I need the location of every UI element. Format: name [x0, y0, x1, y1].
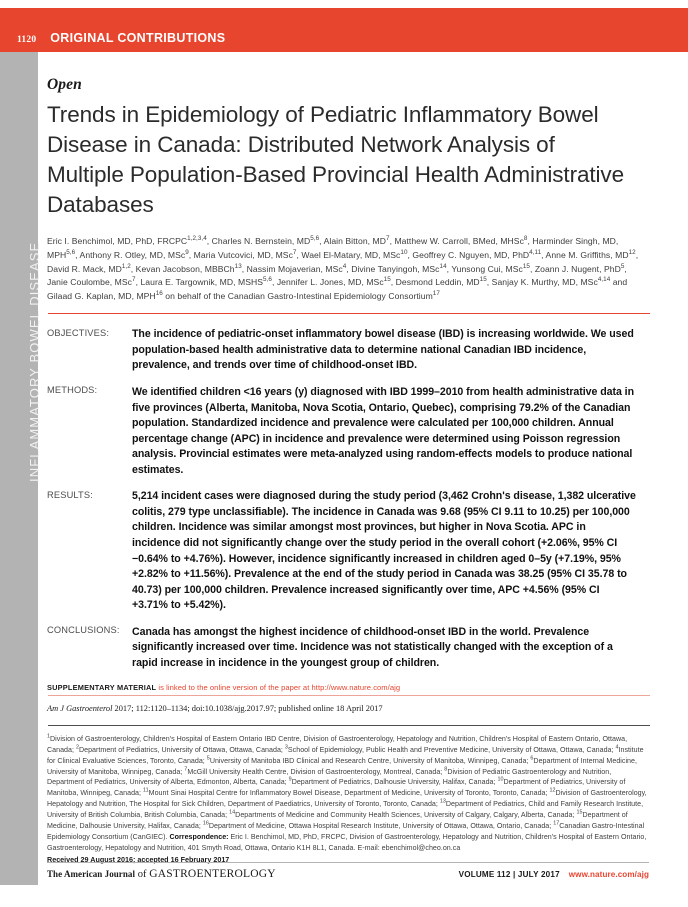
running-head-bar [0, 8, 688, 52]
abstract-section-label: RESULTS: [47, 489, 93, 500]
supplementary-material-label: SUPPLEMENTARY MATERIAL [47, 682, 157, 692]
journal-title-caps: GASTROENTEROLOGY [149, 868, 276, 880]
abstract-section-label: OBJECTIVES: [47, 327, 110, 338]
section-thumb-tab-text: INFLAMMATORY BOWEL DISEASE [27, 241, 42, 482]
abstract-section [47, 625, 651, 672]
supplementary-material-line[interactable] [47, 683, 651, 692]
abstract-section [47, 385, 651, 478]
journal-url[interactable]: www.nature.com/ajg [568, 870, 649, 879]
page-footer [47, 868, 649, 880]
article-content [47, 76, 651, 864]
abstract-section-label: CONCLUSIONS: [47, 625, 120, 636]
received-accepted-line: Received 29 August 2016; accepted 16 February 2017 [47, 855, 230, 865]
author-list: Eric I. Benchimol, MD, PhD, FRCPC$^{1,2,3,4}$, Charles N. Bernstein, MD$^{5,6}$, Alain Bitton, $MD^7$, Matthew W. Carroll, BMed, MHSc$^8$, Harminder Singh, MD, MPH$^{5,6}$, Anthony R. Otley, MD, MSc$^9$, Maria Vutcovici, MD, MSc$^7$, Wael El-Matary, MD, MSc$^{10}$, Geoffrey C. Nguyen, MD, PhD$^{4,11}$, Anne M. Griffiths, MD$^{12}$, David R. Mack, MD$^{1,2}$, Kevan Jacobson, MBBCh$^{13}$, Nassim Mojaverian, MSc$^4$, Divine Tanyingoh, MSc$^{14}$, Yunsong Cui, MSc$^{15}$, Zoann J. Nugent, PhD$^5$, Janie Coulombe, MSc$^7$, Laura E. Targownik, MD, MSHS$^{5,6}$, Jennifer L. Jones, MD, MSc$^{15}$, Desmond Leddin, MD$^{15}$, Sanjay K. Murthy, MD, MSc$^{4,14}$ and Gilaad G. Kaplan, MD, MPH$^{16}$ on behalf of the Canadian Gastro-Intestinal Epidemiology Consortium$^{17}$ [47, 234, 639, 302]
abstract-section [47, 489, 651, 614]
page-title: Trends in Epidemiology of Pediatric Inflammatory Bowel Disease in Canada: Distributed Network Analysis of Multiple Population-Based Provincial Health Administrative Databases [47, 102, 624, 217]
section-thumb-tab-label [0, 52, 42, 885]
open-access-label: Open [47, 76, 82, 93]
page-bottom-edge [0, 885, 688, 907]
abstract-section-text: 5,214 incident cases were diagnosed during the study period (3,462 Crohn's disease, 1,382 ulcerative colitis, 279 type unclassifiable). The incidence in Canada was 9.68 (95% CI 9.11 to 10.25) per 100,000 children. Incidence was similar amongst most provinces, but higher in Nova Scotia. APC in incidence did not significantly change over the study period in the overall cohort (+2.06%, 95% CI −0.64% to +4.76%). However, incidence significantly increased in children aged 0–5y (+7.19%, 95% +2.82% to +11.56%). Prevalence at the end of the study period in Canada was 38.25 (95% CI 35.78 to 40.73) per 100,000 children. Prevalence increased significantly over time, APC +4.56% (95% CI +3.71% to +5.42%). [132, 490, 636, 612]
abstract-section-text: The incidence of pediatric-onset inflammatory bowel disease (IBD) is increasing worldwide. We used population-based health administrative data to determine national Canadian IBD incidence, prevalence, and trends over time of childhood-onset IBD. [132, 328, 634, 372]
footer-divider [47, 862, 649, 863]
journal-title-prefix: The American Journal [47, 869, 135, 879]
abstract-section-label: METHODS: [47, 385, 98, 396]
journal-title-of: of [137, 869, 147, 880]
section-heading: ORIGINAL CONTRIBUTIONS [50, 31, 226, 45]
footnote-divider [48, 725, 650, 726]
volume-issue: VOLUME 112 | JULY 2017 [458, 870, 560, 879]
abstract-section [47, 327, 651, 374]
journal-title [47, 868, 276, 880]
page-folio: 1120 [17, 35, 37, 45]
section-thumb-tab [0, 52, 42, 885]
citation-line: Am J Gastroenterol 2017; 112:1120–1134; doi:10.1038/ajg.2017.97; published online 18 April 2017 [47, 703, 383, 713]
structured-abstract [47, 327, 651, 671]
abstract-section-text: We identified children <16 years (y) diagnosed with IBD 1999–2010 from health administrative data in five provinces (Alberta, Manitoba, Nova Scotia, Ontario, Quebec), comprising 79.2% of the Canadian population. Standardized incidence and prevalence were calculated per 100,000 children. Annual percentage change (APC) in incidence and prevalence were determined using Poisson regression analysis. Provincial estimates were meta-analyzed using random-effects models to produce national estimates. [132, 385, 634, 476]
affiliations-block: $^1$Division of Gastroenterology, Children's Hospital of Eastern Ontario IBD Centre, Division of Gastroenterology, Hepatology and Nutrition, Children's Hospital of Eastern Ontario, Ottawa, Canada; $^2$Department of Pediatrics, University of Ottawa, Ottawa, Canada; $^3$School of Epidemiology, Public Health and Preventive Medicine, University of Ottawa, Ottawa, Canada; $^4$Institute for Clinical Evaluative Sciences, Toronto, Canada; $^5$University of Manitoba IBD Clinical and Research Centre, University of Manitoba, Winnipeg, Canada; $^6$Department of Internal Medicine, University of Manitoba, Winnipeg, Canada; $^7$McGill University Health Centre, Division of Gastroenterology, Montreal, Canada; $^8$Division of Pediatric Gastroenterology and Nutrition, Department of Pediatrics, University of Alberta, Edmonton, Alberta, Canada; $^9$Department of Pediatrics, Dalhousie University, Halifax, Canada; $^{10}$Department of Pediatrics, University of Manitoba, Winnipeg, Canada; $^{11}$Mount Sinai Hospital Centre for Inflammatory Bowel Disease, Department of Medicine, University of Toronto, Toronto, Canada; $^{12}$Division of Gastroenterology, Hepatology and Nutrition, The Hospital for Sick Children, Department of Paediatrics, University of Toronto, Toronto, Canada; $^{13}$Department of Pediatrics, Child and Family Research Institute, University of British Columbia, British Columbia, Canada; $^{14}$Departments of Medicine and Community Health Sciences, University of Calgary, Calgary, Alberta, Canada; $^{15}$Department of Medicine, Dalhousie University, Halifax, Canada; $^{16}$Department of Medicine, Ottawa Hospital Research Institute, University of Ottawa, Ottawa, Ontario, Canada; $^{17}$Canadian Gastro-Intestinal Epidemiology Consortium (CanGIEC). Correspondence: Eric I. Benchimol, MD, PhD, FRCPC, Division of Gastroenterology, Hepatology and Nutrition, Children's Hospital of Eastern Ontario, Gastroenterology, Hepatology and Nutrition, 401 Smyth Road, Ottawa, Ontario K1H 8L1, Canada. E-mail: ebenchimol@cheo.on.ca [47, 733, 647, 853]
author-divider [48, 313, 650, 314]
running-head-content [17, 31, 225, 45]
supplementary-divider [48, 695, 650, 696]
footer-meta [459, 870, 649, 879]
abstract-section-text: Canada has amongst the highest incidence of childhood-onset IBD in the world. Prevalence significantly increased over time. Incidence was not statistically changed with the exception of a rapid increase in incidence in the youngest group of children. [132, 625, 613, 669]
supplementary-material-link[interactable]: is linked to the online version of the paper at http://www.nature.com/ajg [156, 682, 401, 692]
